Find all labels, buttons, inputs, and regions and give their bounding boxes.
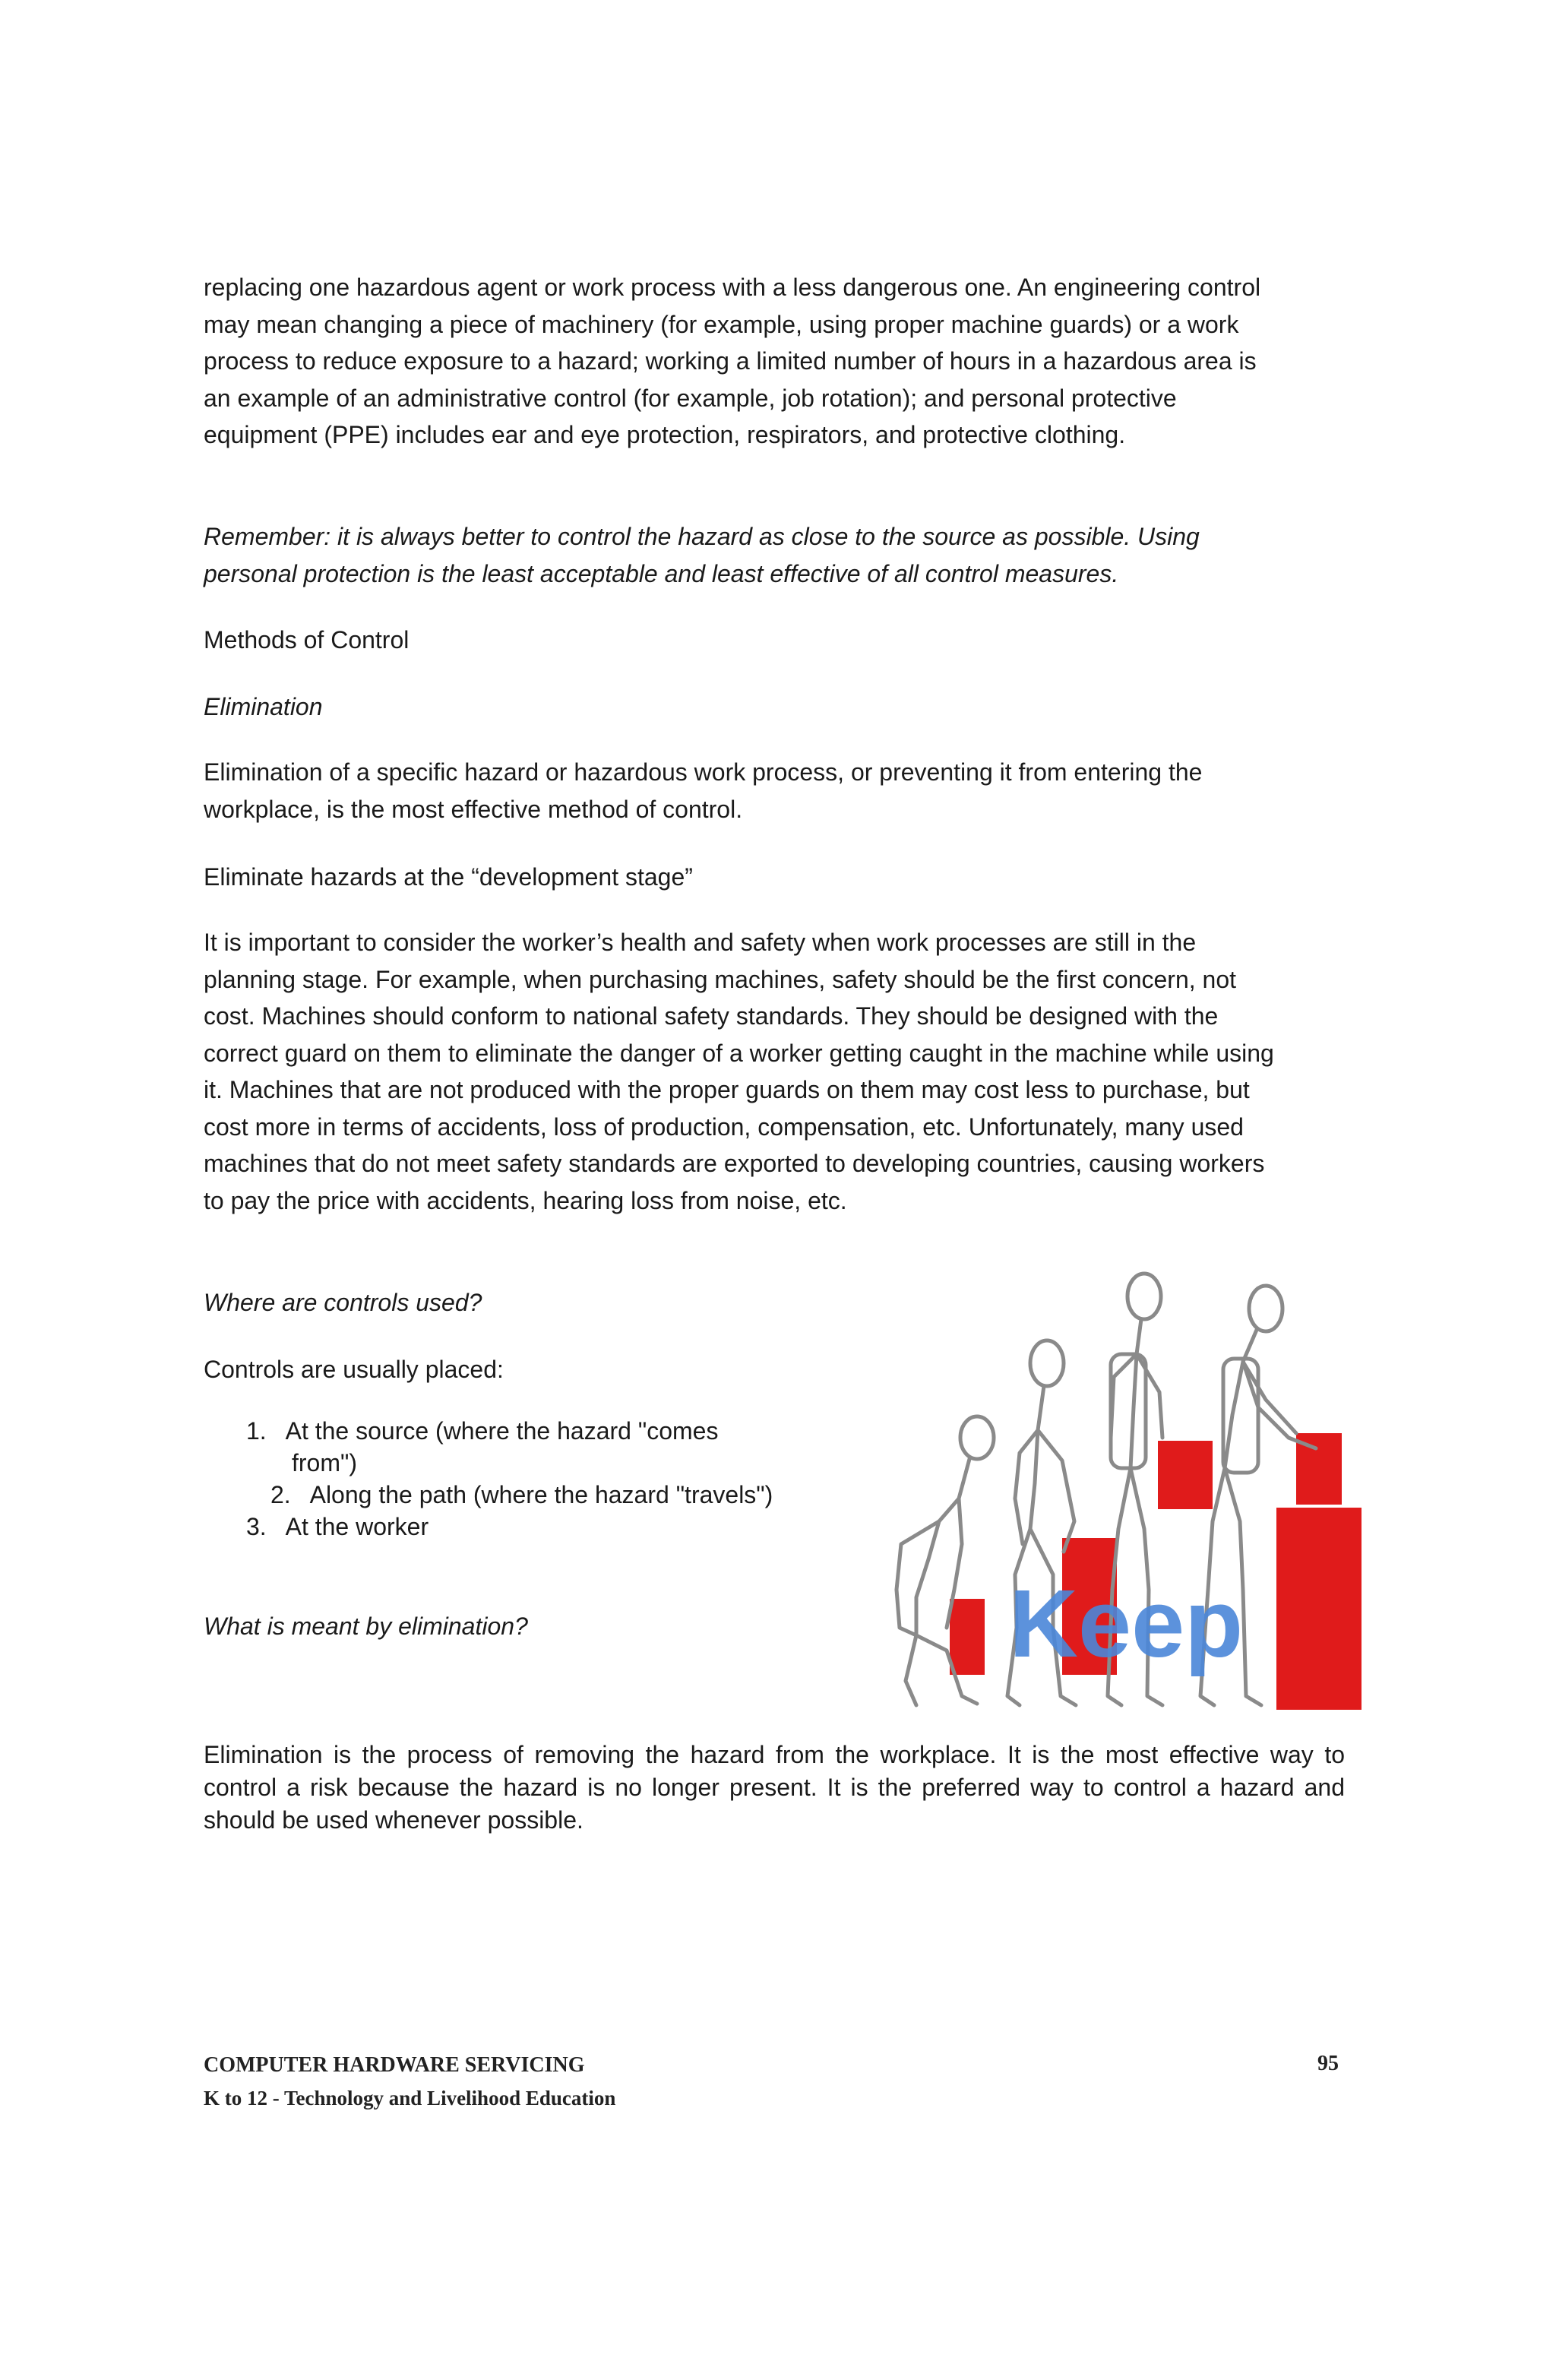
footer-program: K to 12 - Technology and Livelihood Education xyxy=(204,2087,616,2109)
methods-heading: Methods of Control xyxy=(204,626,410,654)
list-text: Along the path (where the hazard "travels") xyxy=(309,1481,773,1508)
intro-paragraph: replacing one hazardous agent or work process with a less dangerous one. An engineering control may mean changing a piece of machinery (for example, using proper machine guards) or a work process to reduce exposure to a hazard; working a limited number of hours in a hazardous area is an example of an administrative control (for example, job rotation); and personal protective equipment (PPE) includes ear and eye protection, respirators, and protective clothing. xyxy=(204,274,1261,448)
controls-list xyxy=(204,1415,857,1543)
list-number: 2. xyxy=(270,1481,291,1508)
lifting-illustration xyxy=(886,1271,1363,1716)
box-large xyxy=(1276,1508,1362,1710)
list-item xyxy=(204,1511,857,1543)
remember-note: Remember: it is always better to control the hazard as close to the source as possible. Using personal protection is the least acceptable and least effective of all control measures. xyxy=(204,523,1200,587)
meant-by-elimination-heading: What is meant by elimination? xyxy=(204,1613,528,1640)
list-text-continued: from") xyxy=(292,1449,358,1476)
list-item xyxy=(204,1447,857,1479)
development-stage-heading: Eliminate hazards at the “development stage” xyxy=(204,863,693,891)
list-number: 3. xyxy=(246,1513,267,1540)
list-item xyxy=(204,1415,857,1447)
list-item xyxy=(204,1479,857,1511)
elimination-definition-paragraph: Elimination is the process of removing the hazard from the workplace. It is the most effective way to control a risk because the hazard is no longer present. It is the preferred way to control a hazard and should be used whenever possible. xyxy=(204,1741,1345,1834)
box-medium xyxy=(1158,1441,1213,1509)
list-number: 1. xyxy=(246,1417,267,1445)
list-text: At the source (where the hazard "comes xyxy=(285,1417,719,1445)
elimination-heading: Elimination xyxy=(204,693,323,720)
development-stage-paragraph: It is important to consider the worker’s health and safety when work processes are still in the planning stage. For example, when purchasing machines, safety should be the first concern, not cost. Machines should conform to national safety standards. They should be designed with the correct guard on them to eliminate the danger of a worker getting caught in the machine while using it. Machines that are not produced with the proper guards on them may cost less to purchase, but cost more in terms of accidents, loss of production, compensation, etc. Unfortunately, many used machines that do not meet safety standards are exported to developing countries, causing workers to pay the price with accidents, hearing loss from noise, etc. xyxy=(204,929,1274,1214)
footer-course-title: COMPUTER HARDWARE SERVICING xyxy=(204,2053,585,2077)
page-number: 95 xyxy=(1317,2052,1339,2075)
controls-intro: Controls are usually placed: xyxy=(204,1356,504,1383)
list-text: At the worker xyxy=(285,1513,429,1540)
elimination-paragraph: Elimination of a specific hazard or hazardous work process, or preventing it from entering the workplace, is the most effective method of control. xyxy=(204,758,1203,823)
keep-word: Keep xyxy=(1009,1570,1244,1677)
box-small-1 xyxy=(950,1599,985,1675)
where-controls-heading: Where are controls used? xyxy=(204,1289,482,1316)
